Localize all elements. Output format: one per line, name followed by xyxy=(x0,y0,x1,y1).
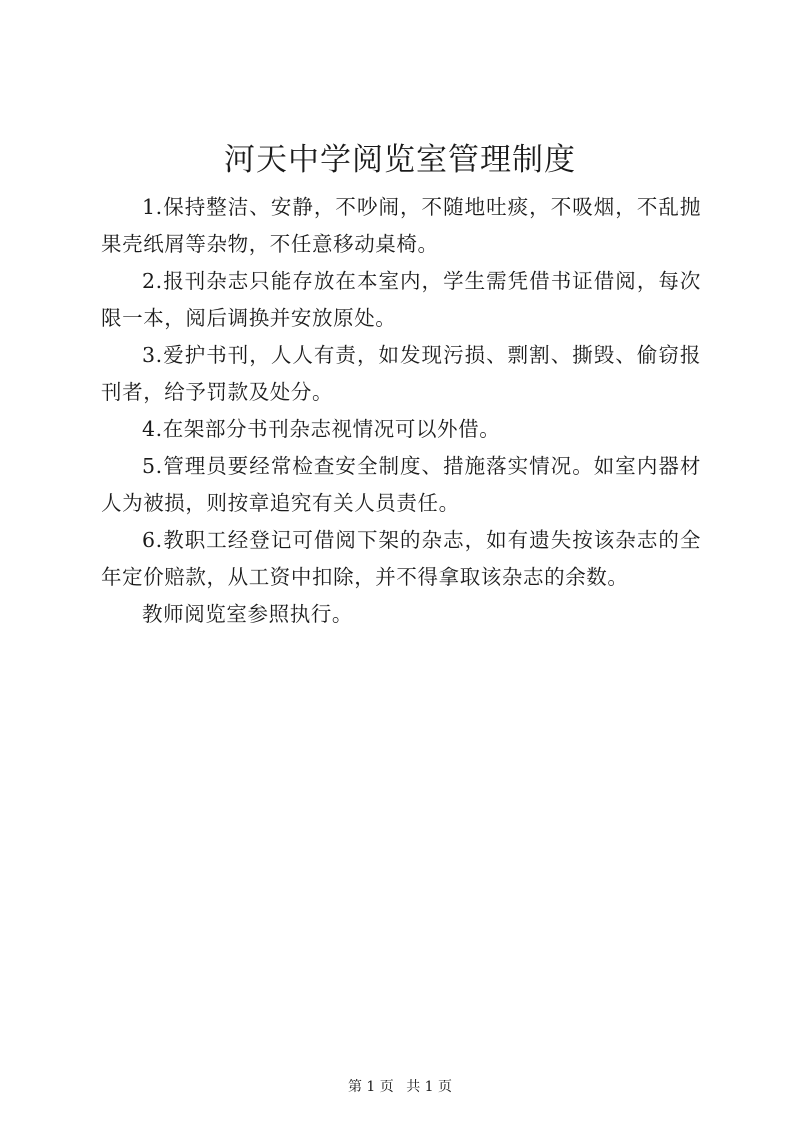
closing-paragraph: 教师阅览室参照执行。 xyxy=(142,602,353,626)
page-footer xyxy=(0,1077,800,1097)
rule-paragraph-1: 1.保持整洁、安静，不吵闹，不随地吐痰，不吸烟，不乱抛果壳纸屑等杂物，不任意移动桌椅。 xyxy=(101,195,701,256)
rule-paragraph-6: 6.教职工经登记可借阅下架的杂志，如有遗失按该杂志的全年定价赔款，从工资中扣除，并不得拿取该杂志的余数。 xyxy=(101,528,701,589)
total-pages: 共 1 页 xyxy=(406,1079,453,1095)
page-number: 第 1 页 xyxy=(347,1079,394,1095)
rule-paragraph-2: 2.报刊杂志只能存放在本室内，学生需凭借书证借阅，每次限一本，阅后调换并安放原处。 xyxy=(101,269,701,330)
rule-paragraph-5: 5.管理员要经常检查安全制度、措施落实情况。如室内器材人为被损，则按章追究有关人员责任。 xyxy=(101,454,701,515)
rule-paragraph-4: 4.在架部分书刊杂志视情况可以外借。 xyxy=(142,417,501,441)
page-title: 河天中学阅览室管理制度 xyxy=(224,142,576,178)
rule-paragraph-3: 3.爱护书刊，人人有责，如发现污损、剽割、撕毁、偷窃报刊者，给予罚款及处分。 xyxy=(101,343,701,404)
document-body xyxy=(101,189,701,633)
